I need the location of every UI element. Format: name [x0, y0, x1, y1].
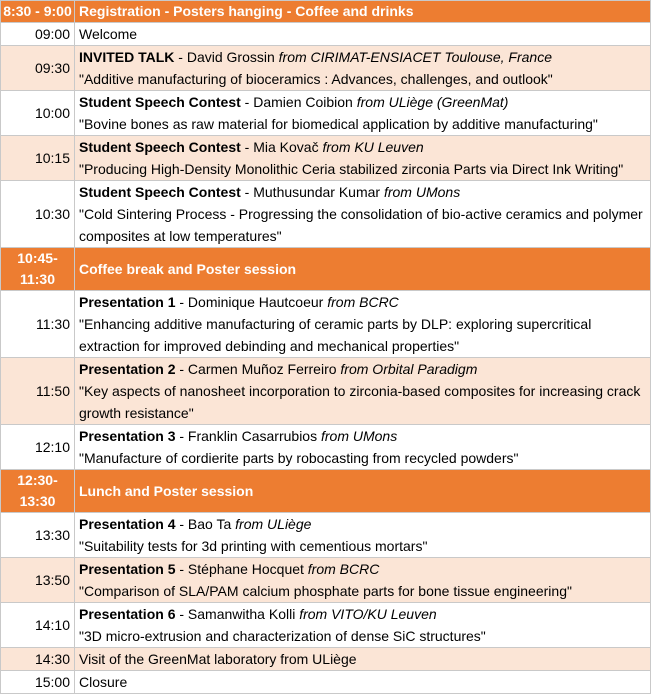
- row-content: [75, 291, 651, 358]
- talk-title: "Additive manufacturing of bioceramics : Advances, challenges, and outlook": [79, 71, 553, 87]
- session-role: Student Speech Contest: [79, 94, 241, 110]
- affiliation: from ULiège (GreenMat): [356, 94, 509, 110]
- row-time: 14:30: [1, 648, 75, 671]
- talk-title: "Manufacture of cordierite parts by robocasting from recycled powders": [79, 450, 519, 466]
- schedule-row: [1, 91, 651, 136]
- speaker-name: - Damien Coibion: [240, 94, 357, 110]
- session-role: Presentation 5: [79, 561, 176, 577]
- row-content: [75, 558, 651, 603]
- talk-title: "Key aspects of nanosheet incorporation to zirconia-based composites for increasing crack growth resistance": [79, 383, 641, 421]
- row-time: 10:30: [1, 181, 75, 248]
- affiliation: from CIRIMAT-ENSIACET Toulouse, France: [278, 49, 552, 65]
- session-role: Presentation 2: [79, 361, 176, 377]
- row-time: 15:00: [1, 671, 75, 694]
- row-content: [75, 46, 651, 91]
- session-role: Student Speech Contest: [79, 139, 241, 155]
- row-time: 13:30: [1, 513, 75, 558]
- speaker-name: - Mia Kovač: [240, 139, 323, 155]
- schedule-row: [1, 648, 651, 671]
- affiliation: from Orbital Paradigm: [340, 361, 478, 377]
- schedule-row: [1, 136, 651, 181]
- row-text: Welcome: [75, 23, 651, 46]
- affiliation: from UMons: [320, 428, 398, 444]
- section-header: [1, 1, 651, 23]
- row-time: 11:30: [1, 291, 75, 358]
- session-role: Presentation 3: [79, 428, 176, 444]
- row-time: 10:00: [1, 91, 75, 136]
- speaker-name: - Franklin Casarrubios: [175, 428, 321, 444]
- session-role: Presentation 1: [79, 294, 176, 310]
- speaker-name: - Dominique Hautcoeur: [175, 294, 328, 310]
- schedule-row: [1, 513, 651, 558]
- affiliation: from UMons: [383, 184, 461, 200]
- schedule-row: [1, 291, 651, 358]
- row-content: [75, 603, 651, 648]
- schedule-row: [1, 358, 651, 425]
- speaker-name: - David Grossin: [174, 49, 279, 65]
- affiliation: from ULiège: [235, 516, 312, 532]
- schedule-row: [1, 603, 651, 648]
- session-role: Presentation 4: [79, 516, 176, 532]
- section-header: [1, 470, 651, 513]
- affiliation: from BCRC: [327, 294, 399, 310]
- speaker-name: - Samanwitha Kolli: [175, 606, 300, 622]
- section-label: Coffee break and Poster session: [75, 248, 651, 291]
- section-label: Registration - Posters hanging - Coffee and drinks: [75, 1, 651, 23]
- schedule-row: [1, 46, 651, 91]
- row-content: [75, 358, 651, 425]
- affiliation: from BCRC: [307, 561, 380, 577]
- talk-title: "Producing High-Density Monolithic Ceria stabilized zirconia Parts via Direct Ink Writing": [79, 161, 624, 177]
- speaker-name: - Carmen Muñoz Ferreiro: [175, 361, 341, 377]
- row-content: [75, 513, 651, 558]
- schedule-row: [1, 181, 651, 248]
- section-time: 12:30-13:30: [1, 470, 75, 513]
- row-content: [75, 181, 651, 248]
- section-header: [1, 248, 651, 291]
- session-role: INVITED TALK: [79, 49, 175, 65]
- talk-title: "Cold Sintering Process - Progressing the consolidation of bio-active ceramics and polymer composites at low temperatures": [79, 206, 643, 244]
- session-role: Student Speech Contest: [79, 184, 241, 200]
- row-content: [75, 91, 651, 136]
- session-role: Presentation 6: [79, 606, 176, 622]
- row-content: [75, 425, 651, 470]
- affiliation: from KU Leuven: [322, 139, 424, 155]
- schedule-row: [1, 23, 651, 46]
- row-time: 10:15: [1, 136, 75, 181]
- speaker-name: - Bao Ta: [175, 516, 236, 532]
- row-time: 11:50: [1, 358, 75, 425]
- section-time: 10:45-11:30: [1, 248, 75, 291]
- talk-title: "Bovine bones as raw material for biomedical application by additive manufacturing": [79, 116, 598, 132]
- row-time: 09:30: [1, 46, 75, 91]
- talk-title: "Enhancing additive manufacturing of ceramic parts by DLP: exploring supercritical extraction for improved debinding and mechanical properties": [79, 316, 592, 354]
- row-time: 13:50: [1, 558, 75, 603]
- row-time: 12:10: [1, 425, 75, 470]
- row-text: Visit of the GreenMat laboratory from ULiège: [75, 648, 651, 671]
- affiliation: from VITO/KU Leuven: [299, 606, 437, 622]
- speaker-name: - Stéphane Hocquet: [175, 561, 308, 577]
- section-label: Lunch and Poster session: [75, 470, 651, 513]
- row-time: 14:10: [1, 603, 75, 648]
- row-content: [75, 136, 651, 181]
- speaker-name: - Muthusundar Kumar: [240, 184, 384, 200]
- section-time: 8:30 - 9:00: [1, 1, 75, 23]
- talk-title: "Comparison of SLA/PAM calcium phosphate parts for bone tissue engineering": [79, 583, 572, 599]
- row-time: 09:00: [1, 23, 75, 46]
- row-text: Closure: [75, 671, 651, 694]
- talk-title: "Suitability tests for 3d printing with cementious mortars": [79, 538, 428, 554]
- schedule-row: [1, 425, 651, 470]
- talk-title: "3D micro-extrusion and characterization of dense SiC structures": [79, 628, 486, 644]
- schedule-row: [1, 558, 651, 603]
- schedule-row: [1, 671, 651, 694]
